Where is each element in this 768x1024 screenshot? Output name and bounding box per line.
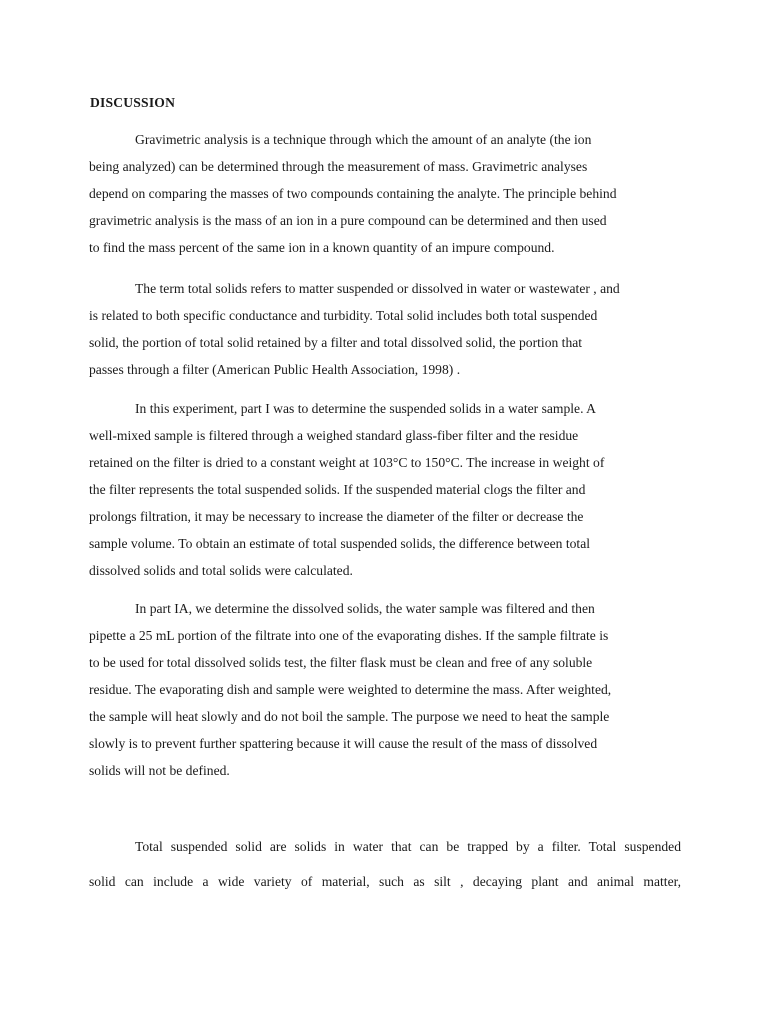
paragraph-line: solid, the portion of total solid retained by a filter and total dissolved solid, the portion that bbox=[89, 335, 583, 350]
paragraph-line: Gravimetric analysis is a technique through which the amount of an analyte (the ion bbox=[135, 132, 592, 147]
paragraph-line: passes through a filter (American Public Health Association, 1998) . bbox=[89, 362, 461, 377]
paragraph-experiment-part-one bbox=[89, 395, 681, 584]
paragraph-line: the filter represents the total suspended solids. If the suspended material clogs the filter and bbox=[89, 482, 586, 497]
paragraph-total-suspended-solid bbox=[89, 829, 681, 899]
paragraph-gravimetric-analysis bbox=[89, 126, 681, 261]
paragraph-line: residue. The evaporating dish and sample were weighted to determine the mass. After weighted, bbox=[89, 682, 612, 697]
paragraph-line: gravimetric analysis is the mass of an ion in a pure compound can be determined and then used bbox=[89, 213, 607, 228]
paragraph-line: In this experiment, part I was to determine the suspended solids in a water sample. A bbox=[135, 401, 596, 416]
section-heading: DISCUSSION bbox=[90, 95, 176, 110]
paragraph-line: to be used for total dissolved solids test, the filter flask must be clean and free of any soluble bbox=[89, 655, 593, 670]
paragraph-line: the sample will heat slowly and do not boil the sample. The purpose we need to heat the sample bbox=[89, 709, 610, 724]
paragraph-line: is related to both specific conductance and turbidity. Total solid includes both total suspended bbox=[89, 308, 598, 323]
paragraph-line: In part IA, we determine the dissolved solids, the water sample was filtered and then bbox=[135, 601, 595, 616]
paragraph-line: depend on comparing the masses of two compounds containing the analyte. The principle behind bbox=[89, 186, 617, 201]
paragraph-line: Total suspended solid are solids in water that can be trapped by a filter. Total suspended bbox=[135, 839, 681, 854]
paragraph-line: slowly is to prevent further spattering because it will cause the result of the mass of dissolved bbox=[89, 736, 598, 751]
paragraph-line: dissolved solids and total solids were calculated. bbox=[89, 563, 353, 578]
paragraph-line: sample volume. To obtain an estimate of total suspended solids, the difference between total bbox=[89, 536, 591, 551]
paragraph-line: pipette a 25 mL portion of the filtrate into one of the evaporating dishes. If the sample filtrate is bbox=[89, 628, 609, 643]
paragraph-line: The term total solids refers to matter suspended or dissolved in water or wastewater , and bbox=[135, 281, 620, 296]
paragraph-line: to find the mass percent of the same ion in a known quantity of an impure compound. bbox=[89, 240, 555, 255]
paragraph-line: solids will not be defined. bbox=[89, 763, 230, 778]
paragraph-line: retained on the filter is dried to a constant weight at 103°C to 150°C. The increase in weight of bbox=[89, 455, 605, 470]
paragraph-line: solid can include a wide variety of material, such as silt , decaying plant and animal matter, bbox=[89, 874, 681, 889]
paragraph-line: well-mixed sample is filtered through a weighed standard glass-fiber filter and the residue bbox=[89, 428, 579, 443]
paragraph-total-solids bbox=[89, 275, 681, 383]
paragraph-line: being analyzed) can be determined through the measurement of mass. Gravimetric analyses bbox=[89, 159, 588, 174]
paragraph-part-ia-dissolved-solids bbox=[89, 595, 681, 784]
paragraph-line: prolongs filtration, it may be necessary to increase the diameter of the filter or decrease the bbox=[89, 509, 584, 524]
